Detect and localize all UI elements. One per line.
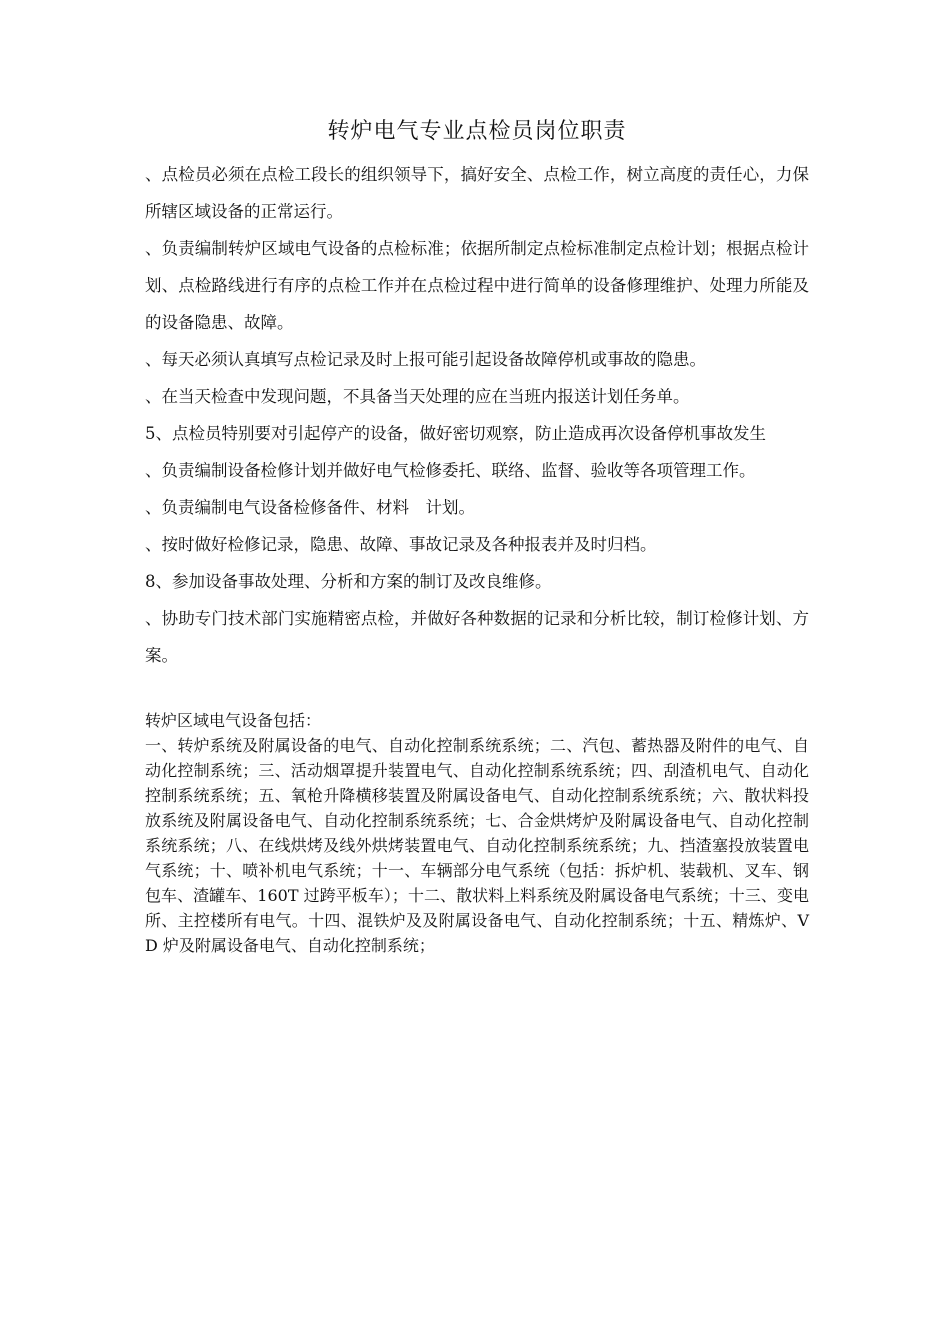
duty-item-1: 、点检员必须在点检工段长的组织领导下，搞好安全、点检工作，树立高度的责任心，力保所辖区域设备的正常运行。 bbox=[145, 165, 809, 221]
duty-item-6: 、负责编制设备检修计划并做好电气检修委托、联络、监督、验收等各项管理工作。 bbox=[145, 461, 756, 480]
duty-item-7: 、负责编制电气设备检修备件、材料 计划。 bbox=[145, 498, 475, 517]
document-title: 转炉电气专业点检员岗位职责 bbox=[327, 119, 627, 144]
duty-item-4: 、在当天检查中发现问题，不具备当天处理的应在当班内报送计划任务单。 bbox=[145, 387, 690, 406]
duty-item-3: 、每天必须认真填写点检记录及时上报可能引起设备故障停机或事故的隐患。 bbox=[145, 350, 706, 369]
scope-paragraph: 一、转炉系统及附属设备的电气、自动化控制系统系统；二、汽包、蓄热器及附件的电气、自动化控制系统；三、活动烟罩提升装置电气、自动化控制系统系统；四、刮渣机电气、自动化控制系统系统；五、氧枪升降横移装置及附属设备电气、自动化控制系统系统；六、散状料投放系统及附属设备电气、自动化控制系统系统；七、合金烘烤炉及附属设备电气、自动化控制系统系统；八、在线烘烤及线外烘烤装置电气、自动化控制系统系统；九、挡渣塞投放装置电气系统；十、喷补机电气系统；十一、车辆部分电气系统（包括：拆炉机、装载机、叉车、钢包车、渣罐车、160T 过跨平板车）；十二、散状料上料系统及附属设备电气系统；十三、变电所、主控楼所有电气。十四、混铁炉及及附属设备电气、自动化控制系统；十五、精炼炉、VD 炉及附属设备电气、自动化控制系统； bbox=[145, 736, 809, 955]
document-page bbox=[145, 112, 809, 958]
duty-item-9: 8、参加设备事故处理、分析和方案的制订及改良维修。 bbox=[145, 572, 552, 591]
duty-item-10: 、协助专门技术部门实施精密点检，并做好各种数据的记录和分析比较，制订检修计划、方案。 bbox=[145, 609, 809, 665]
duty-item-2: 、负责编制转炉区域电气设备的点检标准；依据所制定点检标准制定点检计划；根据点检计划、点检路线进行有序的点检工作并在点检过程中进行简单的设备修理维护、处理力所能及的设备隐患、故障。 bbox=[145, 239, 809, 332]
scope-heading: 转炉区域电气设备包括： bbox=[145, 711, 322, 730]
duty-item-8: 、按时做好检修记录，隐患、故障、事故记录及各种报表并及时归档。 bbox=[145, 535, 657, 554]
duty-list bbox=[145, 156, 809, 674]
section-spacer bbox=[145, 674, 809, 708]
duty-item-5: 5、点检员特别要对引起停产的设备，做好密切观察，防止造成再次设备停机事故发生 bbox=[145, 424, 766, 443]
